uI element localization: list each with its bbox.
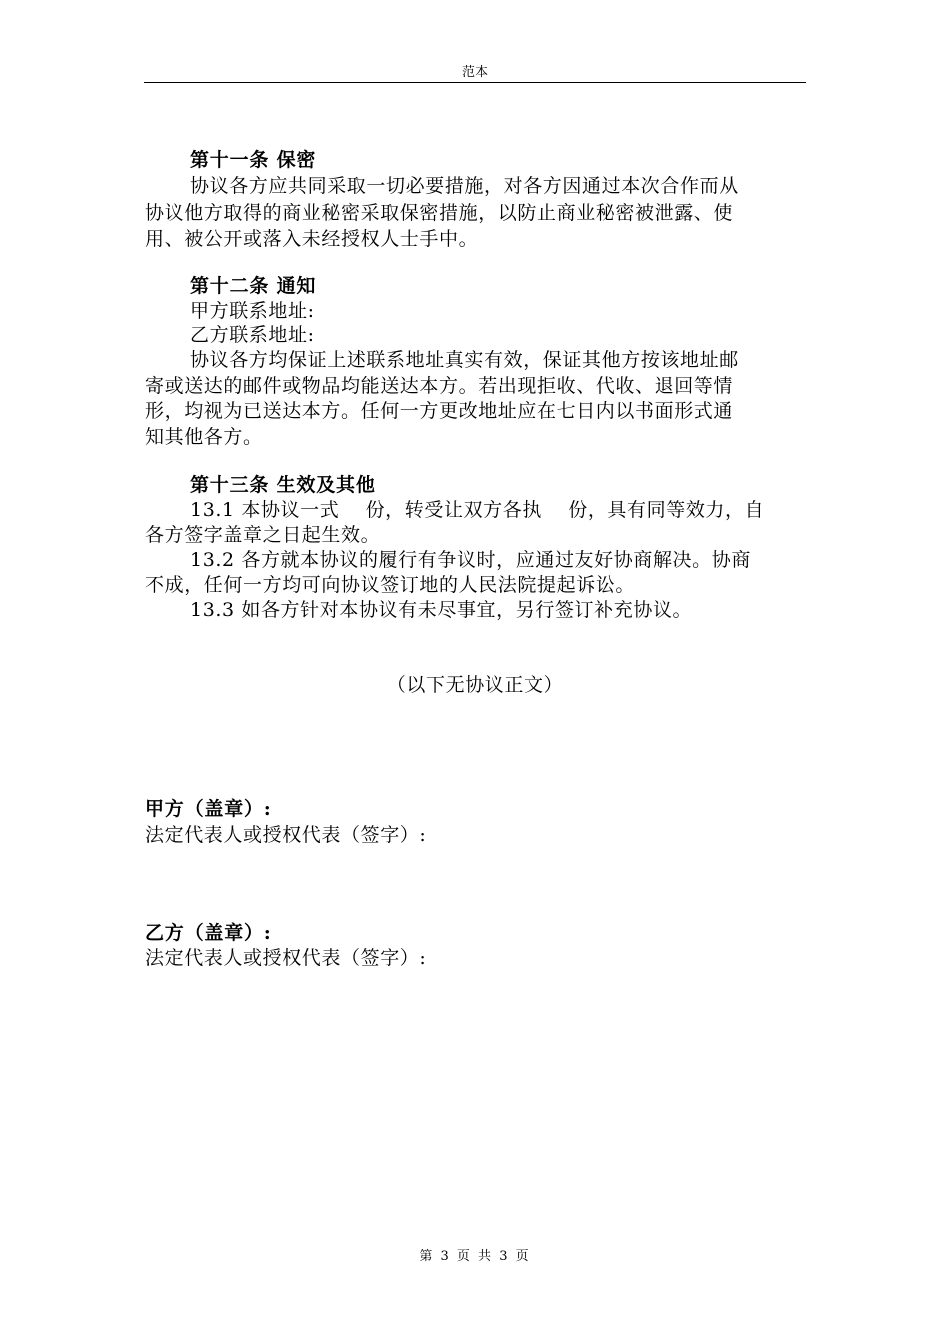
section-12-line-4: 知其他各方。 [145, 426, 263, 448]
section-12-line-2: 寄或送达的邮件或物品均能送达本方。若出现拒收、代收、退回等情 [145, 375, 734, 397]
section-13-heading: 第十三条 生效及其他 [190, 474, 376, 496]
party-a-representative: 法定代表人或授权代表（签字）: [145, 824, 427, 846]
section-12-line-3: 形，均视为已送达本方。任何一方更改地址应在七日内以书面形式通 [145, 400, 734, 422]
section-12-heading: 第十二条 通知 [190, 275, 317, 297]
clause-13-1-line-2: 各方签字盖章之日起生效。 [145, 524, 381, 546]
section-11-line-3: 用、被公开或落入未经授权人士手中。 [145, 228, 479, 250]
section-11-line-1: 协议各方应共同采取一切必要措施，对各方因通过本次合作而从 [190, 175, 739, 197]
party-a-seal: 甲方（盖章）: [145, 798, 272, 820]
end-of-text-note: （以下无协议正文） [386, 674, 564, 696]
page-number-footer: 第 3 页 共 3 页 [419, 1249, 531, 1264]
clause-13-2-line-2: 不成，任何一方均可向协议签订地的人民法院提起诉讼。 [145, 574, 636, 596]
party-b-seal: 乙方（盖章）: [145, 922, 272, 944]
header-divider [144, 82, 806, 83]
clause-13-2-line-1: 13.2 各方就本协议的履行有争议时，应通过友好协商解决。协商 [190, 549, 751, 571]
party-b-address: 乙方联系地址: [190, 324, 315, 346]
clause-13-3: 13.3 如各方针对本协议有未尽事宜，另行签订补充协议。 [190, 599, 693, 621]
clause-13-1-line-1: 13.1 本协议一式 份，转受让双方各执 份，具有同等效力，自 [190, 499, 765, 521]
section-11-line-2: 协议他方取得的商业秘密采取保密措施，以防止商业秘密被泄露、使 [145, 202, 734, 224]
party-b-representative: 法定代表人或授权代表（签字）: [145, 947, 427, 969]
page-header: 范本 [461, 65, 488, 80]
section-11-heading: 第十一条 保密 [190, 149, 317, 171]
section-12-line-1: 协议各方均保证上述联系地址真实有效，保证其他方按该地址邮 [190, 349, 739, 371]
party-a-address: 甲方联系地址: [190, 300, 315, 322]
